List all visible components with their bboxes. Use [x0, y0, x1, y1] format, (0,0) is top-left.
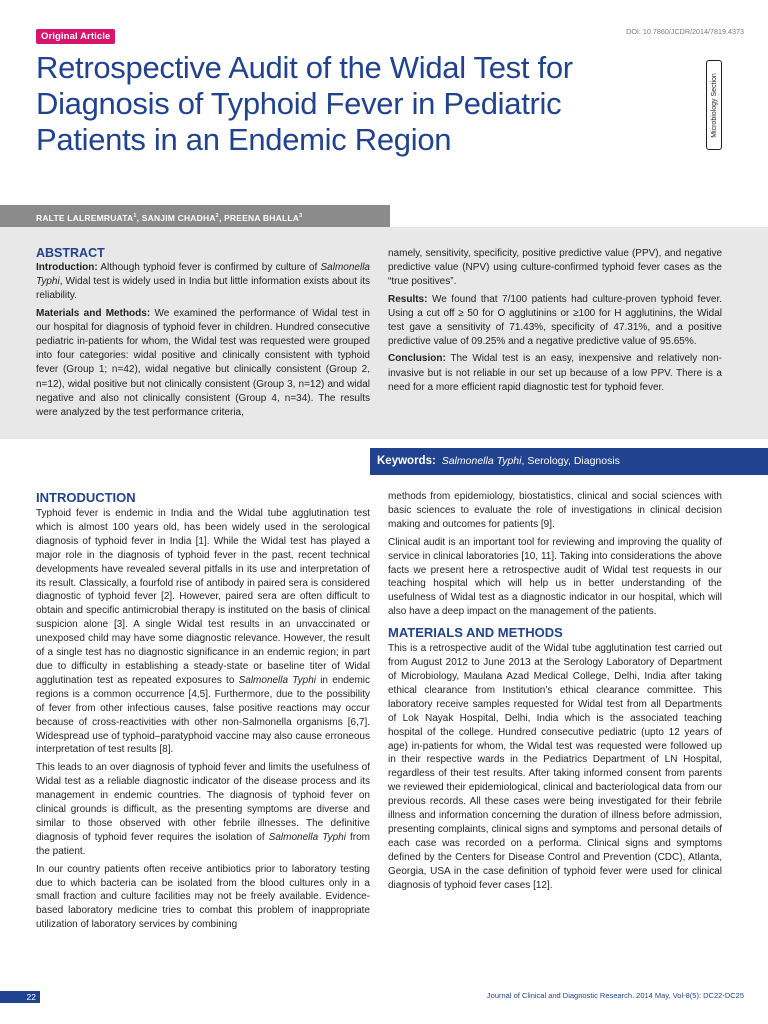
journal-footer: Journal of Clinical and Diagnostic Research. 2014 May, Vol-8(5): DC22-DC25 — [486, 991, 744, 1000]
paragraph-text: Typhoid fever is endemic in India and the Widal tube agglutination test which is almost 100 years old, has been widely used in the serological diagnosis of typhoid fever in India [1]. While the Widal test has played a major role in the diagnosis of typhoid fever in the past, recent technical developments have revealed several pitfalls in its use and interpretation of its result. Classically, a fourfold rise of antibody in paired sera is considered diagnostic of typhoid fever [2]. However, paired sera are often difficult to obtain and specific antimicrobial therapy is instituted on the basis of clinical suspicion alone [3]. A single Widal test results in an unvaccinated or unexposed child may have some diagnostic relevance. However, the result of a single test has no diagnostic significance in an endemic region; in part due to difficulty in establishing a steady-state or baseline titer of Widal agglutination test as repeated exposures to — [36, 508, 370, 686]
article-type-badge: Original Article — [36, 29, 115, 44]
abstract-left-column — [36, 246, 370, 423]
author-affiliation: 3 — [299, 213, 303, 219]
paragraph — [36, 761, 370, 858]
abstract-label: Conclusion: — [388, 353, 446, 365]
abstract-label: Materials and Methods: — [36, 307, 151, 319]
organism-name: Salmonella Typhi — [238, 674, 316, 686]
abstract-text: We found that 7/100 patients had culture-proven typhoid fever. Using a cut off ≥ 50 for O agglutinins or ≥100 for H agglutinins, the Widal test gave a sensitivity of 71.43%, specificity of 47.31%, and a positive predictive value of 09.25% and a negative predictive value of 95.65%. — [388, 293, 722, 348]
keyword-item: Salmonella Typhi — [441, 455, 522, 467]
body-left-column — [36, 490, 370, 936]
organism-name: Salmonella Typhi — [268, 831, 346, 843]
paragraph — [36, 507, 370, 757]
abstract-right-column — [388, 247, 722, 398]
paragraph: Clinical audit is an important tool for reviewing and improving the quality of service in clinical laboratories [10, 11]. Taking into considerations the above facts we present here a retrospective audit of Widal test requests in our teaching hospital which will help us in better understanding of the usefulness of Widal test as a diagnostic indicator in our hospital, which will also have a deep impact on the management of the patients. — [388, 536, 722, 618]
author-name: PREENA BHALLA — [224, 213, 300, 223]
author-separator: , — [218, 213, 225, 223]
abstract-methods-continued: namely, sensitivity, specificity, positive predictive value (PPV), and negative predictive value (NPV) using culture-confirmed typhoid fever cases as the “true positives”. — [388, 248, 722, 288]
abstract-text: The Widal test is an easy, inexpensive and relatively non-invasive but is not reliable in our set up because of a low PPV. There is a need for a more efficient rapid diagnostic test for typhoid fever. — [388, 353, 722, 393]
keywords-bar — [370, 448, 768, 475]
abstract-text: , Widal test is widely used in India but little information exists about its reliability. — [36, 276, 370, 302]
abstract-text: Although typhoid fever is confirmed by culture of — [97, 262, 321, 273]
section-tab — [706, 60, 722, 150]
paragraph-text: in endemic regions is a common occurrence [4,5]. Furthermore, due to the possibility of fever from other infectious causes, false positive reactions may occur because of cross-reactivities with other non-Salmonella organisms [6,7]. Widespread use of typhoid–paratyphoid vaccine may also cause erroneous interpretation of test results [8]. — [36, 674, 370, 756]
abstract-heading: ABSTRACT — [36, 246, 105, 260]
paragraph-text: from the patient. — [36, 831, 371, 857]
abstract-text: We examined the performance of Widal test in our hospital for diagnosis of typhoid fever in children. Hundred consecutive pediatric in-patients for whom, the Widal test was requested were grouped into four categories: widal positive and clinically consistent with typhoid fever (Group 1; n=42), widal negative but clinically consistent (Group 2, n=12), widal positive but not clinically consistent (Group 3, n=12) and widal negative and also not clinically consistent (Group 4, n=34). The results were analyzed by the test performance criteria, — [36, 307, 370, 419]
abstract-conclusion — [388, 352, 722, 395]
keyword-list: , Serology, Diagnosis — [521, 455, 620, 467]
paragraph: This is a retrospective audit of the Widal tube agglutination test carried out from August 2012 to June 2013 at the Serology Laboratory of Department of Microbiology, Maulana Azad Medical College, Delhi, India after taking ethical clearance from Institution’s ethical clearance committee. This laboratory receive samples requested for Widal test from all Departments of Lok Nayak Hospital, Delhi, India which is the associated teaching hospital of the college. Hundred consecutive pediatric (upto 12 years of age) in-patients for whom, the Widal test was requested were followed up in their respective wards in the Pediatrics Department of LN Hospital, regardless of their test results. After taking informed consent from parents we reviewed their epidemiological, clinical and bacteriological data from our previous records. All these cases were being investigated for their febrile illness and information concerning the duration of illness before admission, presenting complaints, clinical signs and symptoms and personal details of each case was recorded on a performa. Clinical signs and symptoms defined by the Centers for Disease Control and Prevention (CDC), Atlanta, Georgia, USA in the case definition of typhoid fever were used for clinical diagnosis of typhoid fever cases [12]. — [388, 643, 722, 891]
paragraph: In our country patients often receive antibiotics prior to laboratory testing due to which bacteria can be isolated from the blood cultures only in a small fraction and culture facilities may not be freely available. Evidence-based laboratory medicine tries to combat this problem of inappropriate utilization of laboratory services by combining — [36, 863, 370, 931]
authors-bar — [0, 205, 390, 227]
abstract-label: Introduction: — [36, 262, 98, 273]
introduction-heading: INTRODUCTION — [36, 490, 136, 505]
abstract-label: Results: — [388, 293, 428, 305]
article-title: Retrospective Audit of the Widal Test for Diagnosis of Typhoid Fever in Pediatric Patients in an Endemic Region — [36, 50, 573, 157]
author-separator: , — [136, 213, 142, 223]
section-tab-label: Microbiology Section — [710, 72, 718, 138]
page-number: 22 — [0, 991, 40, 1003]
abstract-methods — [36, 307, 370, 421]
author-name: RALTE LALREMRUATA — [36, 213, 134, 223]
paragraph-text: This leads to an over diagnosis of typhoid fever and limits the usefulness of Widal test as a reliable diagnostic indicator of the disease process and its management in endemic countries. The diagnosis of typhoid fever on clinical grounds is difficult, as the presenting symptoms are diverse and similar to those observed with other febrile illnesses. The definitive diagnosis of typhoid fever requires the isolation of — [36, 762, 370, 843]
author-affiliation: 2 — [215, 213, 219, 219]
methods-heading: MATERIALS AND METHODS — [388, 625, 563, 641]
author-name: SANJIM CHADHA — [141, 213, 216, 223]
abstract-results — [388, 293, 722, 350]
paragraph: methods from epidemiology, biostatistics, clinical and social sciences with basic sciences to evaluate the role of investigations in clinical decision making and outcomes for patients [9]. — [388, 491, 722, 530]
doi-text: DOI: 10.7860/JCDR/2014/7819.4373 — [626, 27, 744, 36]
author-affiliation: 1 — [133, 213, 137, 219]
keywords-label: Keywords: — [377, 455, 436, 467]
body-right-column — [388, 490, 722, 896]
abstract-introduction — [36, 261, 370, 304]
organism-name: Salmonella Typhi — [36, 262, 370, 288]
